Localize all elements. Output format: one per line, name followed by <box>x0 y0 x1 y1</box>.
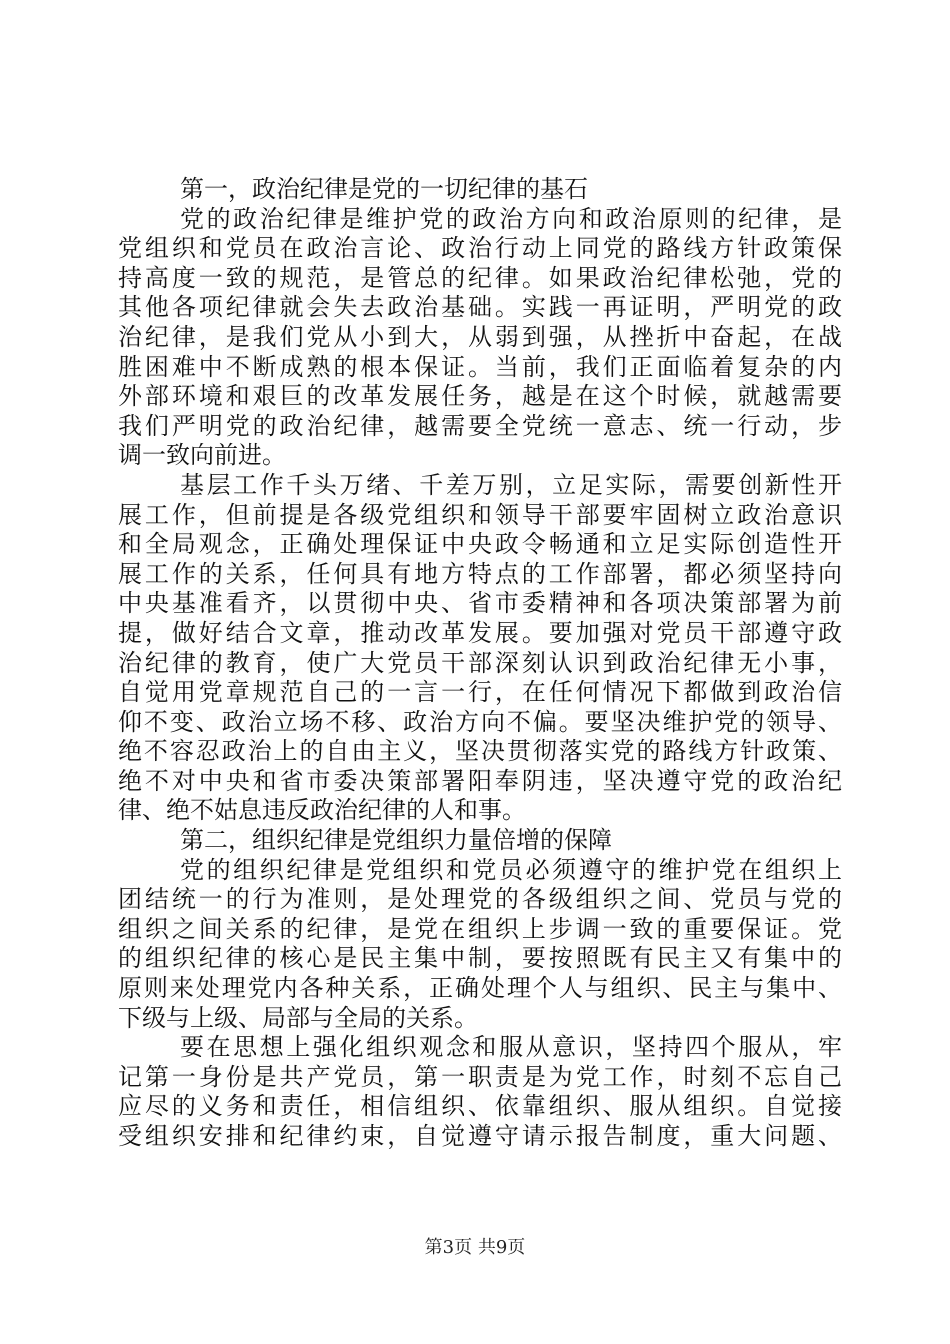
paragraph-line: 绝不对中央和省市委决策部署阳奉阴违，坚决遵守党的政治纪 <box>118 766 842 795</box>
paragraph-line: 外部环境和艰巨的改革发展任务，越是在这个时候，就越需要 <box>118 382 842 411</box>
paragraph-line: 下级与上级、局部与全局的关系。 <box>118 1003 478 1032</box>
paragraph-line: 治纪律，是我们党从小到大，从弱到强，从挫折中奋起，在战 <box>118 322 842 351</box>
paragraph-line: 其他各项纪律就会失去政治基础。实践一再证明，严明党的政 <box>118 293 842 322</box>
document-body <box>118 175 842 1152</box>
paragraph-line: 团结统一的行为准则，是处理党的各级组织之间、党员与党的 <box>118 885 842 914</box>
paragraph-line: 党组织和党员在政治言论、政治行动上同党的路线方针政策保 <box>118 234 842 263</box>
paragraph-line: 律、绝不姑息违反政治纪律的人和事。 <box>118 796 526 825</box>
paragraph-line: 我们严明党的政治纪律，越需要全党统一意志、统一行动，步 <box>118 411 842 440</box>
paragraph-line: 绝不容忍政治上的自由主义，坚决贯彻落实党的路线方针政策、 <box>118 737 842 766</box>
paragraph-line: 党的政治纪律是维护党的政治方向和政治原则的纪律，是 <box>180 204 842 233</box>
paragraph-line: 要在思想上强化组织观念和服从意识，坚持四个服从，牢 <box>180 1033 842 1062</box>
section-heading-2: 第二，组织纪律是党组织力量倍增的保障 <box>180 826 612 855</box>
paragraph-line: 治纪律的教育，使广大党员干部深刻认识到政治纪律无小事， <box>118 648 842 677</box>
paragraph-line: 记第一身份是共产党员，第一职责是为党工作，时刻不忘自己 <box>118 1062 842 1091</box>
paragraph-line: 基层工作千头万绪、千差万别，立足实际，需要创新性开 <box>180 470 842 499</box>
paragraph-line: 应尽的义务和责任，相信组织、依靠组织、服从组织。自觉接 <box>118 1092 842 1121</box>
paragraph-line: 原则来处理党内各种关系，正确处理个人与组织、民主与集中、 <box>118 974 842 1003</box>
paragraph-line: 和全局观念，正确处理保证中央政令畅通和立足实际创造性开 <box>118 530 842 559</box>
paragraph-line: 仰不变、政治立场不移、政治方向不偏。要坚决维护党的领导、 <box>118 707 842 736</box>
paragraph-line: 调一致向前进。 <box>118 441 286 470</box>
section-heading-1: 第一，政治纪律是党的一切纪律的基石 <box>180 175 588 203</box>
paragraph-line: 胜困难中不断成熟的根本保证。当前，我们正面临着复杂的内 <box>118 352 842 381</box>
paragraph-line: 持高度一致的规范，是管总的纪律。如果政治纪律松弛，党的 <box>118 263 842 292</box>
paragraph-line: 中央基准看齐，以贯彻中央、省市委精神和各项决策部署为前 <box>118 589 842 618</box>
paragraph-line: 展工作的关系，任何具有地方特点的工作部署，都必须坚持向 <box>118 559 842 588</box>
paragraph-line: 的组织纪律的核心是民主集中制，要按照既有民主又有集中的 <box>118 944 842 973</box>
paragraph-line: 自觉用党章规范自己的一言一行，在任何情况下都做到政治信 <box>118 678 842 707</box>
paragraph-line: 受组织安排和纪律约束，自觉遵守请示报告制度，重大问题、 <box>118 1122 842 1150</box>
paragraph-line: 展工作，但前提是各级党组织和领导干部要牢固树立政治意识 <box>118 500 842 529</box>
page-number-footer: 第3页 共9页 <box>424 1237 526 1258</box>
paragraph-line: 提，做好结合文章，推动改革发展。要加强对党员干部遵守政 <box>118 618 842 647</box>
paragraph-line: 党的组织纪律是党组织和党员必须遵守的维护党在组织上 <box>180 855 842 884</box>
paragraph-line: 组织之间关系的纪律，是党在组织上步调一致的重要保证。党 <box>118 914 842 943</box>
